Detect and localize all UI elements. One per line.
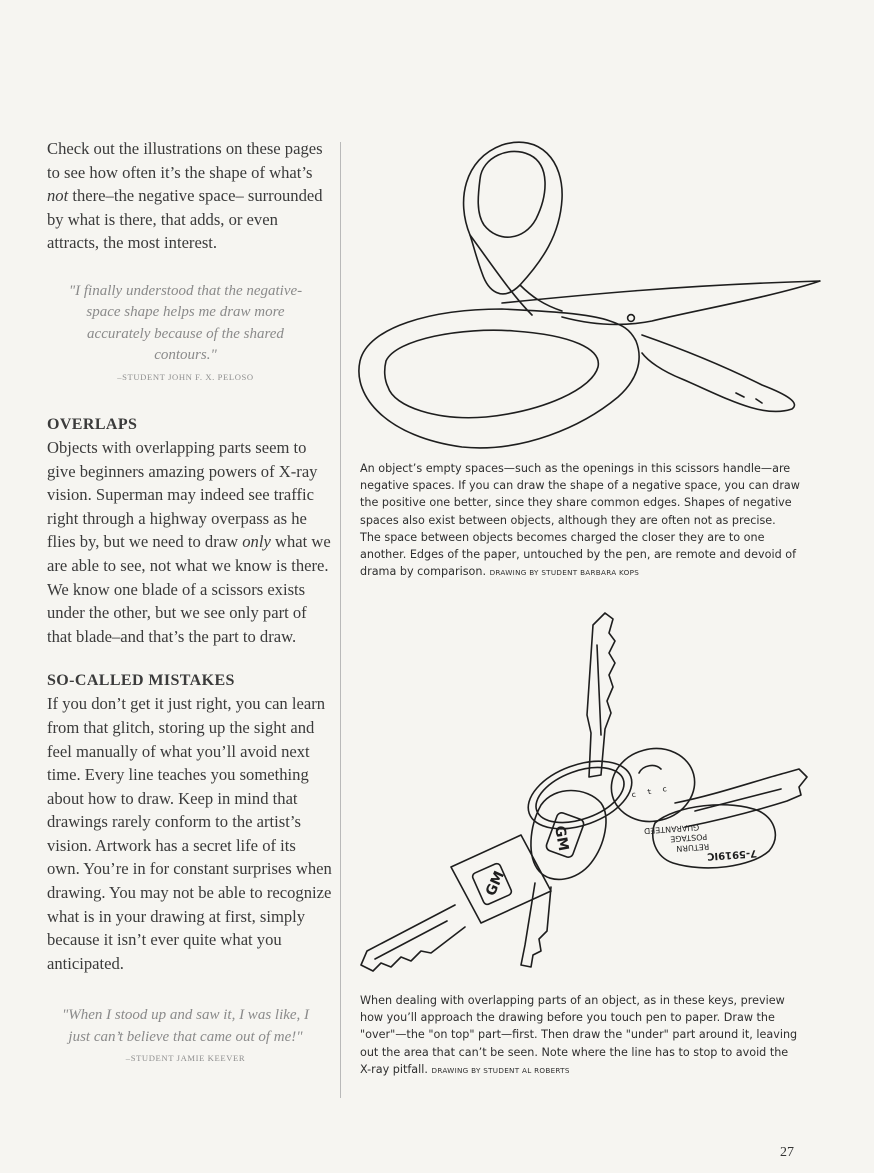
quote-1-text: "I finally understood that the negative-space shape helps me draw more accurately because of the shared contours." xyxy=(68,282,303,364)
overlaps-emphasis: only xyxy=(242,532,271,552)
vertical-key xyxy=(587,613,615,777)
top-blade xyxy=(502,281,820,324)
intro-emphasis: not xyxy=(47,186,69,206)
overlaps-heading: OVERLAPS xyxy=(47,415,138,433)
middle-gm-logo: GM xyxy=(551,824,572,853)
left-gm-logo: GM xyxy=(482,868,508,899)
quote-2-attribution: –STUDENT JAMIE KEEVER xyxy=(125,1053,246,1064)
left-key-blade xyxy=(361,905,465,971)
tag-line-2: POSTAGE xyxy=(669,831,708,844)
svg-text:ᶜ ᵗ ᶜ: ᶜ ᵗ ᶜ xyxy=(629,784,671,806)
overlaps-paragraph: Objects with overlapping parts seem to give beginners amazing powers of X-ray vision. Superman may indeed see traffic right through a highway overpass as he flies by, but we need to draw only what we are able to see, not what we know is there. We know one blade of a scissors exists under the other, but we see only part of that blade–and that’s the part to draw. xyxy=(47,437,331,646)
column-divider xyxy=(340,142,341,1098)
scissors-caption: An object’s empty spaces—such as the openings in this scissors handle—are negative spaces. If you can draw the shape of a negative space, you can draw the positive one better, since they share common edges. Shapes of negative spaces also exist between objects, although they are often not as precise. The space between objects becomes charged the closer they are to one another. Edges of the paper, untouched by the pen, are remote and devoid of drama by comparison. DRAWING BY STUDENT BARBARA KOPS xyxy=(360,462,800,579)
keys-credit: DRAWING BY STUDENT AL ROBERTS xyxy=(431,1065,570,1075)
scissors-illustration xyxy=(352,135,832,455)
round-fob xyxy=(603,739,703,830)
tag-line-1: GUARANTEED xyxy=(643,822,700,836)
keys-illustration xyxy=(355,605,815,985)
mistakes-heading: SO-CALLED MISTAKES xyxy=(47,672,235,690)
lower-key-blade xyxy=(521,883,551,967)
upper-handle-outline xyxy=(464,142,563,294)
quote-1-attribution: –STUDENT JOHN F. X. PELOSO xyxy=(117,371,254,382)
left-column xyxy=(47,137,332,1063)
pivot-screw xyxy=(628,315,635,322)
quote-2-text: "When I stood up and saw it, I was like, I just can’t believe that came out of me!" xyxy=(61,1007,310,1045)
lower-handle-opening xyxy=(385,330,599,417)
pull-quote-2 xyxy=(57,1005,314,1063)
lower-blade xyxy=(642,335,794,412)
intro-paragraph: Check out the illustrations on these pages to see how often it’s the shape of what’s not there–the negative space– surrounded by what is there, that adds, or even attracts, the most interest. xyxy=(47,139,323,253)
tag-number: 7-5919IC xyxy=(706,847,758,862)
scissors-credit: DRAWING BY STUDENT BARBARA KOPS xyxy=(489,568,640,578)
upper-handle-opening xyxy=(478,151,545,237)
mistakes-paragraph: If you don’t get it just right, you can learn from that glitch, storing up the sight and feel manually of what you’ll avoid next time. Every line teaches you something about how to draw. Keep in mind that drawings rarely conform to the artist’s vision. Artwork has a secret life of its own. You’re in for constant surprises when drawing. You may not be able to recognize what is in your drawing at first, simply because it isn’t ever quite what you anticipated. xyxy=(47,694,332,973)
page-number: 27 xyxy=(780,1145,794,1160)
tag-line-3: RETURN xyxy=(676,841,710,854)
pull-quote-1 xyxy=(57,281,314,382)
keys-caption: When dealing with overlapping parts of an object, as in these keys, preview how you’ll approach the drawing before you touch pen to paper. Draw the "over"—the "on top" part—first. Then draw the "under" part around it, leaving out the area that can’t be seen. Note where the line has to stop to avoid the X-ray pitfall. DRAWING BY STUDENT AL ROBERTS xyxy=(360,994,798,1076)
